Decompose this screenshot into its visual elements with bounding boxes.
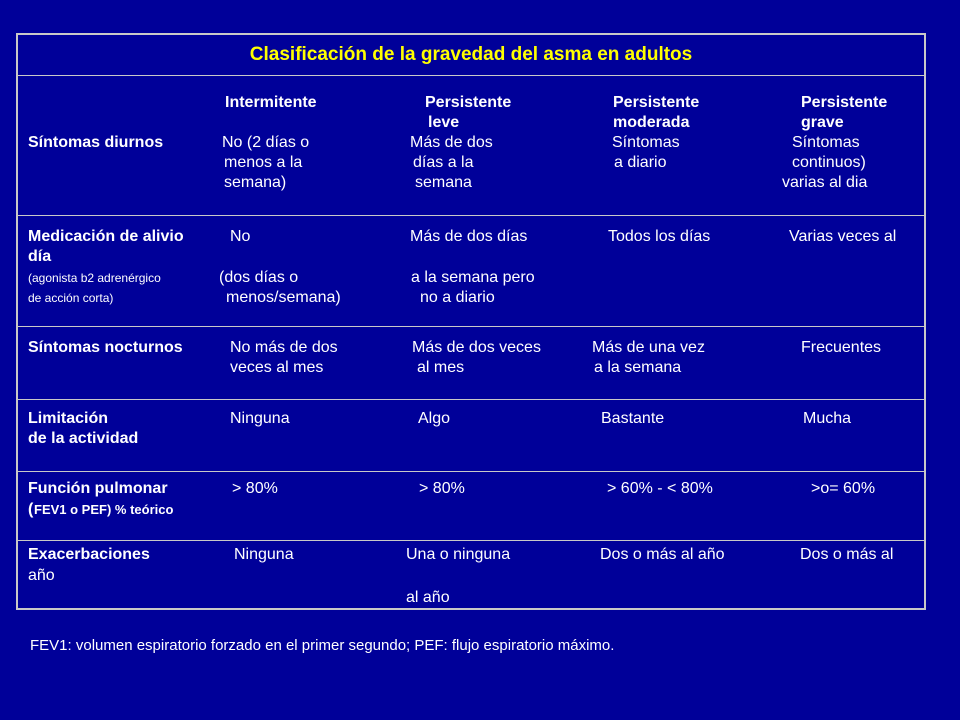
footnote: FEV1: volumen espiratorio forzado en el primer segundo; PEF: flujo espiratorio máximo. [30,637,615,654]
nocturnos-c1-1: No más de dos [230,339,338,356]
medicacion-c4-1: Varias veces al [789,228,897,245]
label-funcion-paren: ( [28,501,34,518]
label-medicacion-2: día [28,248,52,265]
label-exacerbaciones: Exacerbaciones [28,546,150,563]
label-medicacion-1: Medicación de alivio [28,228,184,245]
diurnos-c4-2: continuos) [792,154,866,171]
medicacion-c2-3: no a diario [420,289,495,306]
diurnos-c4-1: Síntomas [792,134,860,151]
funcion-c3: > 60% - < 80% [607,480,713,497]
nocturnos-c4-1: Frecuentes [801,339,882,356]
diurnos-c4-3: varias al dia [782,174,868,191]
medicacion-c1-1: No [230,228,251,245]
header-persistente-leve-1: Persistente [425,94,512,111]
row-sintomas-nocturnos [18,326,924,400]
row-limitacion-actividad [18,399,924,472]
table-title: Clasificación de la gravedad del asma en adultos [249,44,693,65]
label-limitacion-2: de la actividad [28,430,139,447]
row-funcion-pulmonar [18,471,924,541]
medicacion-c2-1: Más de dos días [410,228,528,245]
header-persistente-grave-1: Persistente [801,94,888,111]
table-title-row [18,35,924,76]
limitacion-c2: Algo [418,410,451,427]
diurnos-c2-1: Más de dos [410,134,493,151]
row-exacerbaciones [18,540,924,610]
exacerbaciones-c4: Dos o más al [800,546,894,563]
limitacion-c1: Ninguna [230,410,290,427]
label-nocturnos: Síntomas nocturnos [28,339,183,356]
exacerbaciones-c1: Ninguna [234,546,294,563]
label-funcion-pulmonar-2: FEV1 o PEF) % teórico [34,502,174,517]
medicacion-c2-2: a la semana pero [411,269,535,286]
label-medicacion-sub-1: (agonista b2 adrenérgico [28,271,161,285]
limitacion-c3: Bastante [601,410,665,427]
nocturnos-c2-2: al mes [417,359,465,376]
exacerbaciones-c3: Dos o más al año [600,546,725,563]
nocturnos-c2-1: Más de dos veces [412,339,541,356]
limitacion-c4: Mucha [803,410,852,427]
header-persistente-grave-2: grave [801,114,844,131]
row-sintomas-diurnos [18,75,924,216]
label-limitacion-1: Limitación [28,410,109,427]
diurnos-c2-2: días a la [413,154,474,171]
diurnos-c1-3: semana) [224,174,287,191]
header-persistente-leve-2: leve [428,114,460,131]
medicacion-c3-1: Todos los días [608,228,711,245]
diurnos-c2-3: semana [415,174,472,191]
exacerbaciones-c2-1: Una o ninguna [406,546,511,563]
exacerbaciones-c2-2: al año [406,589,450,606]
diurnos-c1-1: No (2 días o [222,134,310,151]
funcion-c4: >o= 60% [811,480,876,497]
funcion-c1: > 80% [232,480,278,497]
asthma-severity-table [16,33,926,610]
label-sintomas-diurnos: Síntomas diurnos [28,134,164,151]
funcion-c2: > 80% [419,480,465,497]
medicacion-c1-2: (dos días o [219,269,299,286]
header-persistente-moderada-1: Persistente [613,94,700,111]
diurnos-c1-2: menos a la [224,154,303,171]
medicacion-c1-3: menos/semana) [226,289,341,306]
nocturnos-c1-2: veces al mes [230,359,324,376]
header-persistente-moderada-2: moderada [613,114,690,131]
label-exacerbaciones-2: año [28,567,55,584]
header-intermitente: Intermitente [225,94,317,111]
diurnos-c3-2: a diario [614,154,667,171]
label-funcion-pulmonar: Función pulmonar [28,480,168,497]
diurnos-c3-1: Síntomas [612,134,680,151]
row-medicacion-alivio [18,215,924,327]
nocturnos-c3-1: Más de una vez [592,339,705,356]
nocturnos-c3-2: a la semana [594,359,682,376]
label-medicacion-sub-2: de acción corta) [28,291,114,305]
